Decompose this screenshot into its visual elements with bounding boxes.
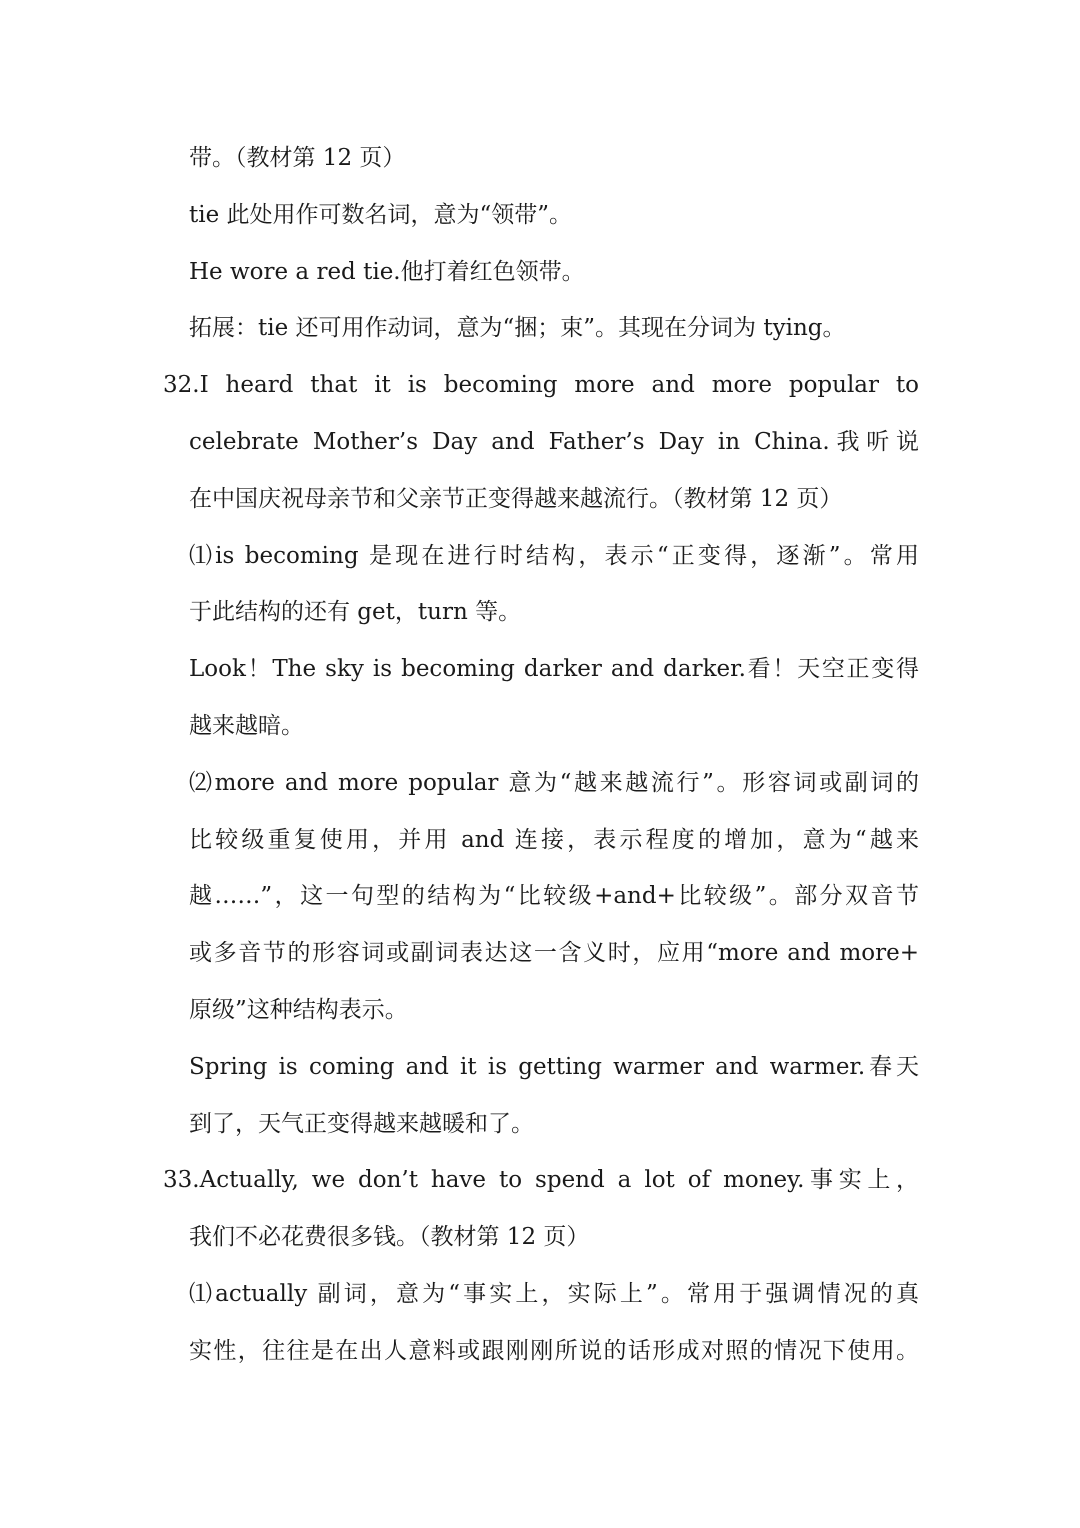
text-line: He wore a red tie.他打着红色领带。: [189, 258, 585, 285]
text-line: Look！The sky is becoming darker and darker.看！天空正变得: [189, 656, 919, 683]
text-line: 比较级重复使用，并用 and 连接，表示程度的增加，意为“越来: [189, 826, 919, 853]
text-line: 32.I heard that it is becoming more and more popular to: [163, 372, 919, 399]
text-line: Spring is coming and it is getting warmer and warmer.春天: [189, 1053, 919, 1080]
text-line: ⑴actually 副词，意为“事实上，实际上”。常用于强调情况的真: [189, 1280, 919, 1307]
text-line: ⑴is becoming 是现在进行时结构，表示“正变得，逐渐”。常用: [189, 542, 919, 569]
text-line: 到了，天气正变得越来越暖和了。: [189, 1110, 534, 1137]
text-line: 或多音节的形容词或副词表达这一含义时，应用“more and more+: [189, 940, 919, 967]
text-line: ⑵more and more popular 意为“越来越流行”。形容词或副词的: [189, 769, 919, 796]
text-line: 原级”这种结构表示。: [189, 996, 408, 1023]
text-line: 越……”，这一句型的结构为“比较级+and+比较级”。部分双音节: [189, 883, 919, 910]
text-line: 于此结构的还有 get，turn 等。: [189, 599, 522, 626]
text-line: 33.Actually, we don’t have to spend a lot of money.事实上，: [163, 1167, 919, 1194]
text-line: 拓展：tie 还可用作动词，意为“捆；束”。其现在分词为 tying。: [189, 315, 846, 342]
document-page: [0, 130, 1080, 1380]
text-line: 越来越暗。: [189, 712, 304, 739]
text-line: tie 此处用作可数名词，意为“领带”。: [189, 201, 573, 228]
text-line: celebrate Mother’s Day and Father’s Day in China.我听说: [189, 428, 919, 455]
text-line: 在中国庆祝母亲节和父亲节正变得越来越流行。（教材第 12 页）: [189, 485, 843, 512]
text-line: 带。（教材第 12 页）: [189, 145, 406, 171]
text-line: 实性，往往是在出人意料或跟刚刚所说的话形成对照的情况下使用。: [189, 1337, 919, 1364]
text-line: 我们不必花费很多钱。（教材第 12 页）: [189, 1224, 590, 1251]
